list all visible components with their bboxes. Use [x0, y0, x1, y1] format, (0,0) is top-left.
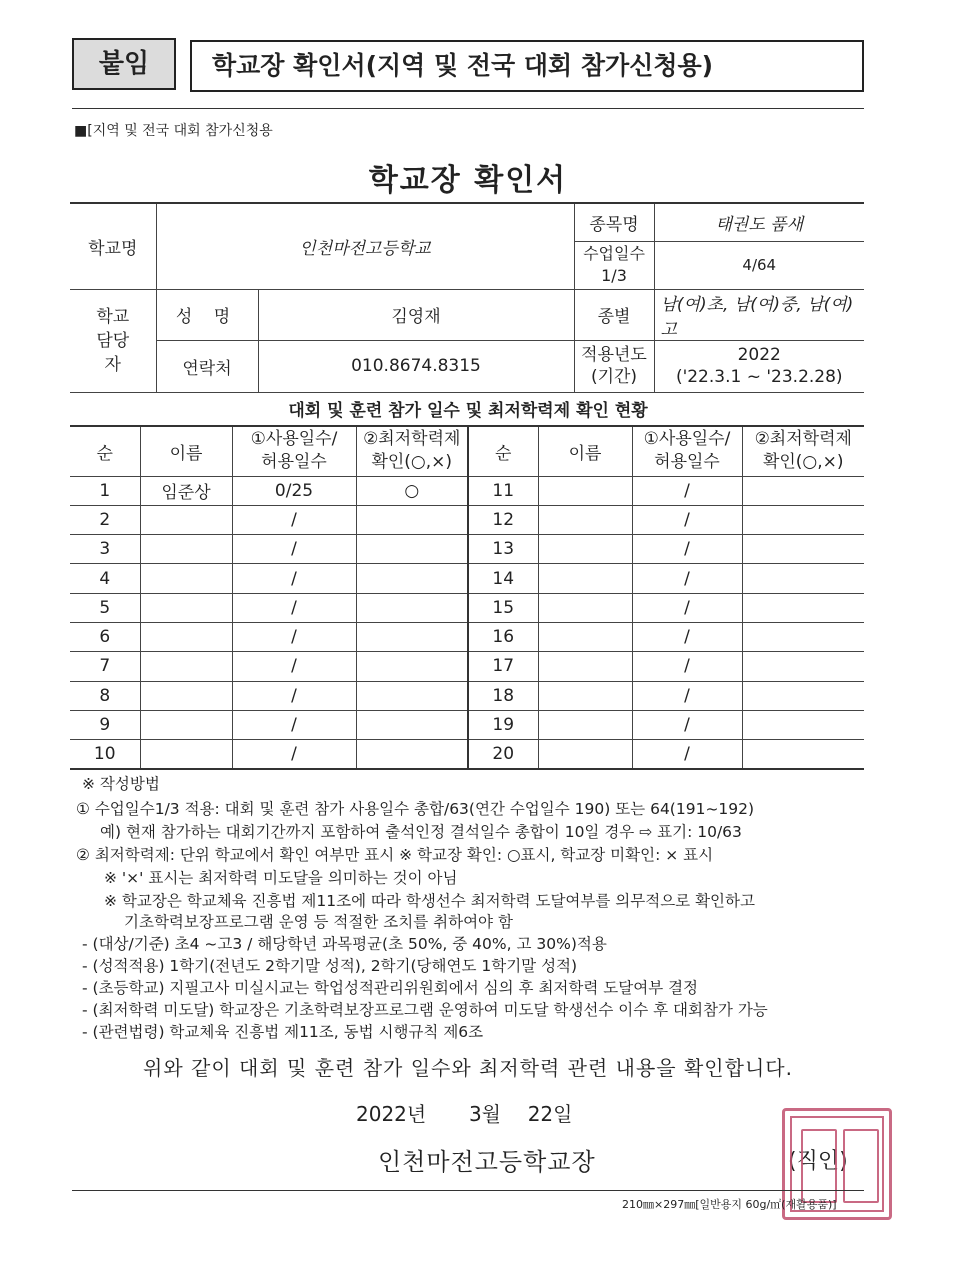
- table-row: [70, 564, 864, 593]
- name-cell: [140, 710, 232, 739]
- no-cell: 4: [70, 564, 140, 593]
- days-cell: /: [232, 652, 356, 681]
- note-line: 예) 현재 참가하는 대회기간까지 포함하여 출석인정 결석일수 총합이 10일 경우 ⇨ 표기: 10/63: [100, 823, 742, 841]
- no-cell: 11: [468, 476, 538, 505]
- name-cell: [140, 652, 232, 681]
- table-title: 대회 및 훈련 참가 일수 및 최저학력제 확인 현황: [288, 401, 648, 421]
- event-label: 종목명: [574, 203, 654, 241]
- col-no-left: 순: [70, 426, 140, 476]
- days-cell: /: [632, 740, 742, 769]
- confirm-statement: 위와 같이 대회 및 훈련 참가 일수와 최저학력 관련 내용을 확인합니다.: [143, 1056, 793, 1080]
- check-cell: [742, 740, 864, 769]
- principal-name: 인천마전고등학교장: [378, 1148, 596, 1176]
- days-label: 수업일수 1/3: [574, 241, 654, 289]
- table-row: [70, 593, 864, 622]
- name-cell: [538, 476, 632, 505]
- name-cell: [140, 681, 232, 710]
- name-cell: [538, 593, 632, 622]
- check-cell: [356, 593, 468, 622]
- no-cell: 6: [70, 622, 140, 651]
- col-days-right-l2: 허용일수: [654, 452, 720, 473]
- days-cell: /: [632, 476, 742, 505]
- note-line: 기초학력보장프로그램 운영 등 적절한 조치를 취하여야 함: [124, 913, 513, 931]
- table-row: [70, 505, 864, 534]
- days-cell: 0/25: [232, 476, 356, 505]
- table-row: [70, 710, 864, 739]
- no-cell: 8: [70, 681, 140, 710]
- date-day: 22일: [527, 1102, 573, 1126]
- no-cell: 13: [468, 535, 538, 564]
- no-cell: 3: [70, 535, 140, 564]
- days-cell: /: [232, 593, 356, 622]
- note-line: - (관련법령) 학교체육 진흥법 제11조, 동법 시행규칙 제6조: [82, 1023, 484, 1041]
- no-cell: 7: [70, 652, 140, 681]
- days-cell: /: [232, 564, 356, 593]
- days-cell: /: [632, 564, 742, 593]
- name-cell: [140, 622, 232, 651]
- form-tag: ■[지역 및 전국 대회 참가신청용: [74, 123, 273, 139]
- days-cell: /: [632, 622, 742, 651]
- col-days-left-l1: ①사용일수/: [250, 429, 338, 450]
- name-cell: [538, 681, 632, 710]
- participation-table: [70, 425, 864, 770]
- no-cell: 1: [70, 476, 140, 505]
- col-acad-left: [356, 426, 468, 476]
- note-line: - (최저학력 미도달) 학교장은 기초학력보장프로그램 운영하여 미도달 학생선수 이수 후 대회참가 가능: [82, 1001, 768, 1019]
- note-line: ② 최저학력제: 단위 학교에서 확인 여부만 표시 ※ 학교장 확인: ○표시, 학교장 미확인: × 표시: [76, 846, 714, 864]
- days-cell: /: [232, 740, 356, 769]
- check-cell: [356, 622, 468, 651]
- note-line: - (성적적용) 1학기(전년도 2학기말 성적), 2학기(당해연도 1학기말 성적): [82, 957, 578, 975]
- check-cell: [356, 710, 468, 739]
- check-cell: [742, 652, 864, 681]
- document-title: 학교장 확인서: [368, 163, 568, 198]
- col-name-left: 이름: [140, 426, 232, 476]
- days-cell: /: [632, 535, 742, 564]
- no-cell: 16: [468, 622, 538, 651]
- table-row: [70, 740, 864, 769]
- col-days-left: [232, 426, 356, 476]
- footer-paper-spec: 210㎜×297㎜[일반용지 60g/㎡(재활용품)]: [622, 1198, 837, 1211]
- name-cell: [538, 710, 632, 739]
- col-acad-left-l2: 확인(○,×): [371, 452, 453, 473]
- check-cell: [742, 593, 864, 622]
- name-cell: 임준상: [140, 476, 232, 505]
- days-cell: /: [232, 710, 356, 739]
- days-cell: /: [232, 535, 356, 564]
- note-line: ※ 작성방법: [82, 775, 160, 793]
- header-title: 학교장 확인서(지역 및 전국 대회 참가신청용): [190, 40, 864, 92]
- issue-date: [356, 1098, 572, 1127]
- days-cell: /: [232, 505, 356, 534]
- manager-label: 학교 담당자: [70, 289, 156, 392]
- name-cell: [140, 535, 232, 564]
- days-cell: /: [632, 505, 742, 534]
- no-cell: 20: [468, 740, 538, 769]
- table-row: [70, 681, 864, 710]
- contact-label: 연락처: [156, 340, 258, 392]
- col-acad-right-l1: ②최저학력제: [754, 429, 852, 450]
- school-name-value: 인천마전고등학교: [156, 203, 574, 289]
- no-cell: 17: [468, 652, 538, 681]
- name-cell: [538, 505, 632, 534]
- year-label-line2: (기간): [590, 367, 638, 387]
- name-cell: [538, 622, 632, 651]
- school-name-label: 학교명: [70, 203, 156, 289]
- col-days-left-l2: 허용일수: [261, 452, 327, 473]
- col-days-right: [632, 426, 742, 476]
- days-cell: /: [632, 710, 742, 739]
- col-no-right: 순: [468, 426, 538, 476]
- days-cell: /: [232, 681, 356, 710]
- check-cell: [742, 564, 864, 593]
- table-row: [70, 535, 864, 564]
- name-cell: [140, 505, 232, 534]
- category-label: 종별: [574, 289, 654, 340]
- col-name-right: 이름: [538, 426, 632, 476]
- check-cell: [742, 535, 864, 564]
- date-month: 3월: [468, 1102, 501, 1126]
- days-cell: /: [632, 652, 742, 681]
- name-value: 김영재: [258, 289, 574, 340]
- check-cell: [742, 476, 864, 505]
- no-cell: 18: [468, 681, 538, 710]
- check-cell: [356, 564, 468, 593]
- days-cell: /: [232, 622, 356, 651]
- note-line: ※ 학교장은 학교체육 진흥법 제11조에 따라 학생선수 최저학력 도달여부를 의무적으로 확인하고: [104, 892, 755, 910]
- note-line: - (대상/기준) 초4 ~고3 / 해당학년 과목평균(초 50%, 중 40%, 고 30%)적용: [82, 935, 607, 953]
- no-cell: 19: [468, 710, 538, 739]
- no-cell: 9: [70, 710, 140, 739]
- no-cell: 14: [468, 564, 538, 593]
- year-value-period: ('22.3.1 ~ '23.2.28): [675, 367, 843, 387]
- table-row: [70, 476, 864, 505]
- col-acad-left-l1: ②최저학력제: [363, 429, 461, 450]
- name-cell: [140, 564, 232, 593]
- name-cell: [538, 564, 632, 593]
- no-cell: 12: [468, 505, 538, 534]
- attachment-label: 붙임: [72, 38, 176, 90]
- seal-note: (직인): [788, 1149, 848, 1174]
- days-cell: /: [632, 681, 742, 710]
- col-acad-right: [742, 426, 864, 476]
- name-cell: [140, 740, 232, 769]
- name-cell: [140, 593, 232, 622]
- name-label: 성 명: [156, 289, 258, 340]
- no-cell: 10: [70, 740, 140, 769]
- check-cell: ○: [356, 476, 468, 505]
- days-value: 4/64: [654, 241, 864, 289]
- col-acad-right-l2: 확인(○,×): [762, 452, 844, 473]
- date-year: 2022년: [356, 1102, 427, 1126]
- name-cell: [538, 535, 632, 564]
- col-days-right-l1: ①사용일수/: [643, 429, 731, 450]
- category-value: 남(여)초, 남(여)중, 남(여)고: [654, 289, 864, 340]
- no-cell: 2: [70, 505, 140, 534]
- check-cell: [742, 681, 864, 710]
- check-cell: [742, 505, 864, 534]
- days-cell: /: [632, 593, 742, 622]
- name-cell: [538, 740, 632, 769]
- check-cell: [742, 710, 864, 739]
- name-cell: [538, 652, 632, 681]
- note-line: ① 수업일수1/3 적용: 대회 및 훈련 참가 사용일수 총합/63(연간 수업일수 190) 또는 64(191~192): [76, 800, 755, 818]
- check-cell: [356, 740, 468, 769]
- table-row: [70, 652, 864, 681]
- contact-value: 010.8674.8315: [258, 340, 574, 392]
- check-cell: [356, 681, 468, 710]
- check-cell: [356, 505, 468, 534]
- note-line: - (초등학교) 지필고사 미실시교는 학업성적관리위원회에서 심의 후 최저학력 도달여부 결정: [82, 979, 699, 997]
- check-cell: [356, 652, 468, 681]
- event-value: 태권도 품새: [654, 203, 864, 241]
- check-cell: [742, 622, 864, 651]
- no-cell: 15: [468, 593, 538, 622]
- no-cell: 5: [70, 593, 140, 622]
- year-value-year: 2022: [737, 345, 781, 365]
- year-label-line1: 적용년도: [581, 345, 647, 365]
- year-value: [654, 340, 864, 392]
- table-row: [70, 622, 864, 651]
- year-label: [574, 340, 654, 392]
- note-line: ※ '×' 표시는 최저학력 미도달을 의미하는 것이 아님: [104, 869, 458, 887]
- school-info-table: [70, 202, 864, 393]
- check-cell: [356, 535, 468, 564]
